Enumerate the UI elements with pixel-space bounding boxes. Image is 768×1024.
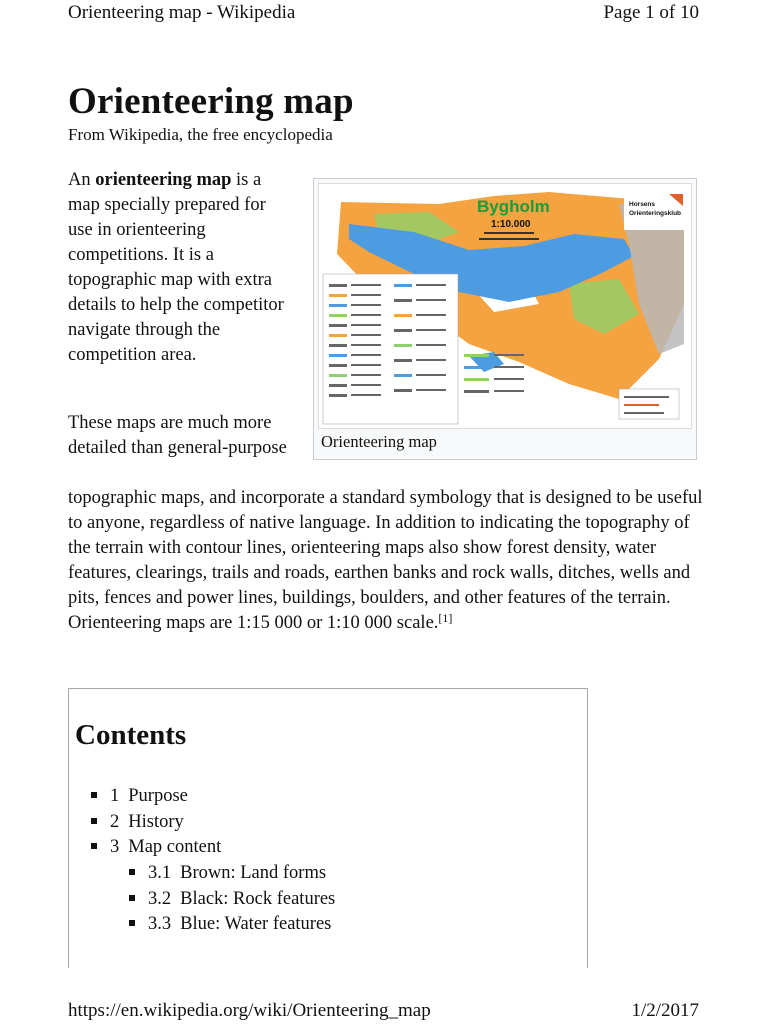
toc-subitem-number: 3.2 [148, 888, 172, 909]
intro-text-rest: is a map specially prepared for use in orienteering competitions. It is a topographic map with extra details to help the competitor navigate through the competition area. [68, 170, 284, 365]
toc-item-number: 3 [110, 837, 120, 858]
toc-list [91, 784, 221, 861]
club-name-line2: Orienteringsklub [629, 210, 682, 217]
reference-link[interactable]: [1] [438, 611, 453, 625]
page-title: Orienteering map [68, 81, 354, 122]
print-header-title: Orienteering map - Wikipedia [68, 2, 296, 23]
bullet-icon [129, 895, 135, 901]
toc-subitem-number: 3.3 [148, 914, 172, 935]
intro-bold-term: orienteering map [95, 170, 232, 190]
toc-item-label[interactable]: Purpose [128, 786, 188, 806]
toc-subitem-label[interactable]: Brown: Land forms [180, 863, 327, 883]
bullet-icon [91, 818, 97, 824]
map-title-text: Bygholm [477, 197, 550, 216]
bullet-icon [91, 843, 97, 849]
toc-item-label[interactable]: History [128, 811, 184, 832]
toc-item[interactable] [91, 835, 221, 861]
table-of-contents [68, 688, 588, 968]
toc-subitem-label[interactable]: Blue: Water features [180, 914, 332, 935]
bullet-icon [91, 792, 97, 798]
print-footer-date: 1/2/2017 [631, 1000, 699, 1021]
map-graphic [319, 184, 691, 428]
toc-heading: Contents [75, 719, 187, 751]
toc-item[interactable] [91, 810, 221, 836]
club-name-line1: Horsens [629, 201, 656, 208]
map-figure [313, 178, 697, 460]
orienteering-map-image[interactable] [318, 183, 692, 429]
figure-caption: Orienteering map [321, 432, 437, 451]
toc-subitem[interactable] [129, 861, 335, 887]
second-paragraph [68, 486, 708, 636]
toc-item-number: 2 [110, 811, 120, 832]
toc-subitem-label[interactable]: Black: Rock features [180, 888, 336, 909]
tagline: From Wikipedia, the free encyclopedia [68, 125, 333, 144]
print-footer-url: https://en.wikipedia.org/wiki/Orienteering_map [68, 1000, 431, 1021]
toc-subitem[interactable] [129, 912, 335, 938]
second-paragraph-start: These maps are much more detailed than general-purpose [68, 413, 287, 458]
toc-item-number: 1 [110, 786, 120, 806]
toc-subitem-number: 3.1 [148, 863, 172, 883]
toc-sublist [129, 861, 335, 938]
print-header-page: Page 1 of 10 [603, 2, 699, 23]
bullet-icon [129, 920, 135, 926]
map-scale-text: 1:10.000 [491, 219, 531, 230]
intro-paragraph [68, 168, 293, 368]
toc-item[interactable] [91, 784, 221, 810]
toc-subitem[interactable] [129, 887, 335, 913]
intro-text-start: An [68, 170, 96, 190]
toc-item-label[interactable]: Map content [128, 837, 222, 858]
bullet-icon [129, 869, 135, 875]
second-paragraph-text: topographic maps, and incorporate a standard symbology that is designed to be useful to anyone, regardless of native language. In addition to indicating the topography of the terrain with contour lines, orienteering maps also show forest density, water features, clearings, trails and roads, earthen banks and rock walls, ditches, wells and pits, fences and power lines, buildings, boulders, and other features of the terrain. Orienteering maps are 1:15 000 or 1:10 000 scale. [68, 488, 703, 633]
